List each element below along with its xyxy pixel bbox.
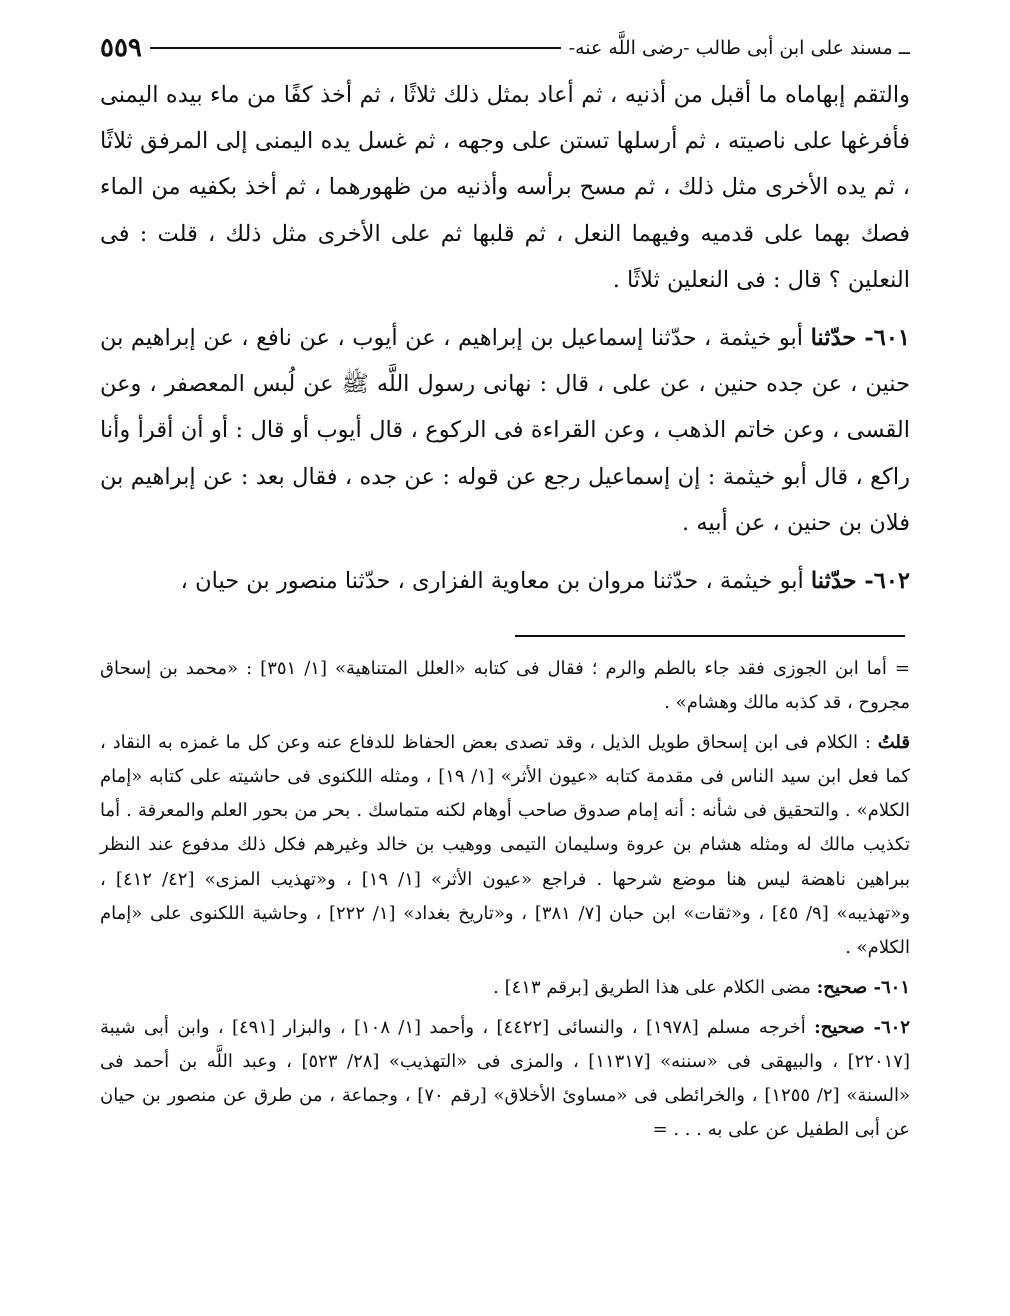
footnote-601-text: مضى الكلام على هذا الطريق [برقم ٤١٣] . [493,976,817,998]
hadith-601 [100,315,910,546]
hadith-602-text: أبو خيثمة ، حدّثنا مروان بن معاوية الفزارى ، حدّثنا منصور بن حيان ، [180,568,811,595]
footnote-602-grade: ٦٠٢- صحيح: [814,1016,910,1038]
footnote-ibn-ishaq-keyword: قلتُ [877,732,910,754]
main-text [100,72,910,616]
hadith-601-text: أبو خيثمة ، حدّثنا إسماعيل بن إبراهيم ، عن أيوب ، عن نافع ، عن إبراهيم بن حنين ، عن جده حنين ، عن على ، قال : نهانى رسول اللَّه ﷺ عن لُبس المعصفر ، وعن القسى ، وعن خاتم الذهب ، وعن القراءة فى الركوع ، قال أيوب أو قال : أو أن أقرأ وأنا راكع ، قال أبو خيثمة : إن إسماعيل رجع عن قوله : عن جده ، فقال بعد : عن إبراهيم بن فلان بن حنين ، عن أبيه . [100,325,910,536]
footnotes [100,652,910,1153]
header-title: ــ مسند على ابن أبى طالب -رضى اللَّه عنه- [568,37,910,59]
hadith-602-number: ٦٠٢- حدّثنا [810,568,910,595]
page-number: ٥٥٩ [100,33,142,63]
footnote-divider [515,635,905,637]
footnote-ibn-jawzi: = أما ابن الجوزى فقد جاء بالطم والرم ؛ فقال فى كتابه «العلل المتناهية» [١/ ٣٥١] : «محمد بن إسحاق مجروح ، قد كذبه مالك وهشام» . [100,658,910,714]
footnote-602 [100,1011,910,1147]
hadith-602 [100,558,910,604]
paragraph-continuation: والتقم إبهاماه ما أقبل من أذنيه ، ثم أعاد بمثل ذلك ثلاثًا ، ثم أخذ كفًا من ماء بيده اليمنى فأفرغها على ناصيته ، ثم أرسلها تستن على وجهه ، ثم غسل يده اليمنى إلى المرفق ثلاثًا ، ثم يده الأخرى مثل ذلك ، ثم مسح برأسه وأذنيه من ظهورهما ، ثم أخذ بكفيه من الماء فصك بهما على قدميه وفيهما النعل ، ثم قلبها ثم على الأخرى مثل ذلك ، قلت : فى النعلين ؟ قال : فى النعلين ثلاثًا . [100,82,910,293]
footnote-601 [100,971,910,1005]
footnote-ibn-ishaq [100,726,910,965]
running-header [100,30,910,66]
header-rule [150,47,561,49]
footnote-602-text: أخرجه مسلم [١٩٧٨] ، والنسائى [٤٤٢٢] ، وأحمد [١/ ١٠٨] ، والبزار [٤٩١] ، وابن أبى شيبة [٢٢٠١٧] ، والبيهقى فى «سننه» [١١٣١٧] ، والمزى فى «التهذيب» [٢٨/ ٥٢٣] ، وعبد اللَّه بن أحمد فى «السنة» [٢/ ١٢٥٥] ، والخرائطى فى «مساوئ الأخلاق» [رقم ٧٠] ، وجماعة ، من طرق عن منصور بن حيان عن أبى الطفيل عن على به . . . = [100,1016,911,1141]
footnote-601-grade: ٦٠١- صحيح: [816,976,910,998]
footnote-ibn-ishaq-text: : الكلام فى ابن إسحاق طويل الذيل ، وقد تصدى بعض الحفاظ للدفاع عنه وعن كل ما غمزه به النقاد ، كما فعل ابن سيد الناس فى مقدمة كتابه «عيون الأثر» [١/ ١٩] ، ومثله اللكنوى فى حاشيته على كتابه «إمام الكلام» . والتحقيق فى شأنه : أنه إمام صدوق صاحب أوهام لكنه متماسك . بحر من بحور العلم والمعرفة . أما تكذيب مالك له ومثله هشام بن عروة وسليمان التيمى ووهيب بن خالد وغيرهم فكل ذلك مدفوع عند النظر ببراهين ناهضة ليس هنا موضع شرحها . فراجع «عيون الأثر» [١/ ١٩] ، و«تهذيب المزى» [٤٢/ ٤١٢] ، و«تهذيبه» [٩/ ٤٥] ، و«ثقات» ابن حبان [٧/ ٣٨١] ، و«تاريخ بغداد» [١/ ٢٢٢] ، وحاشية اللكنوى على «إمام الكلام» . [100,732,911,958]
hadith-601-number: ٦٠١- حدّثنا [810,325,910,352]
